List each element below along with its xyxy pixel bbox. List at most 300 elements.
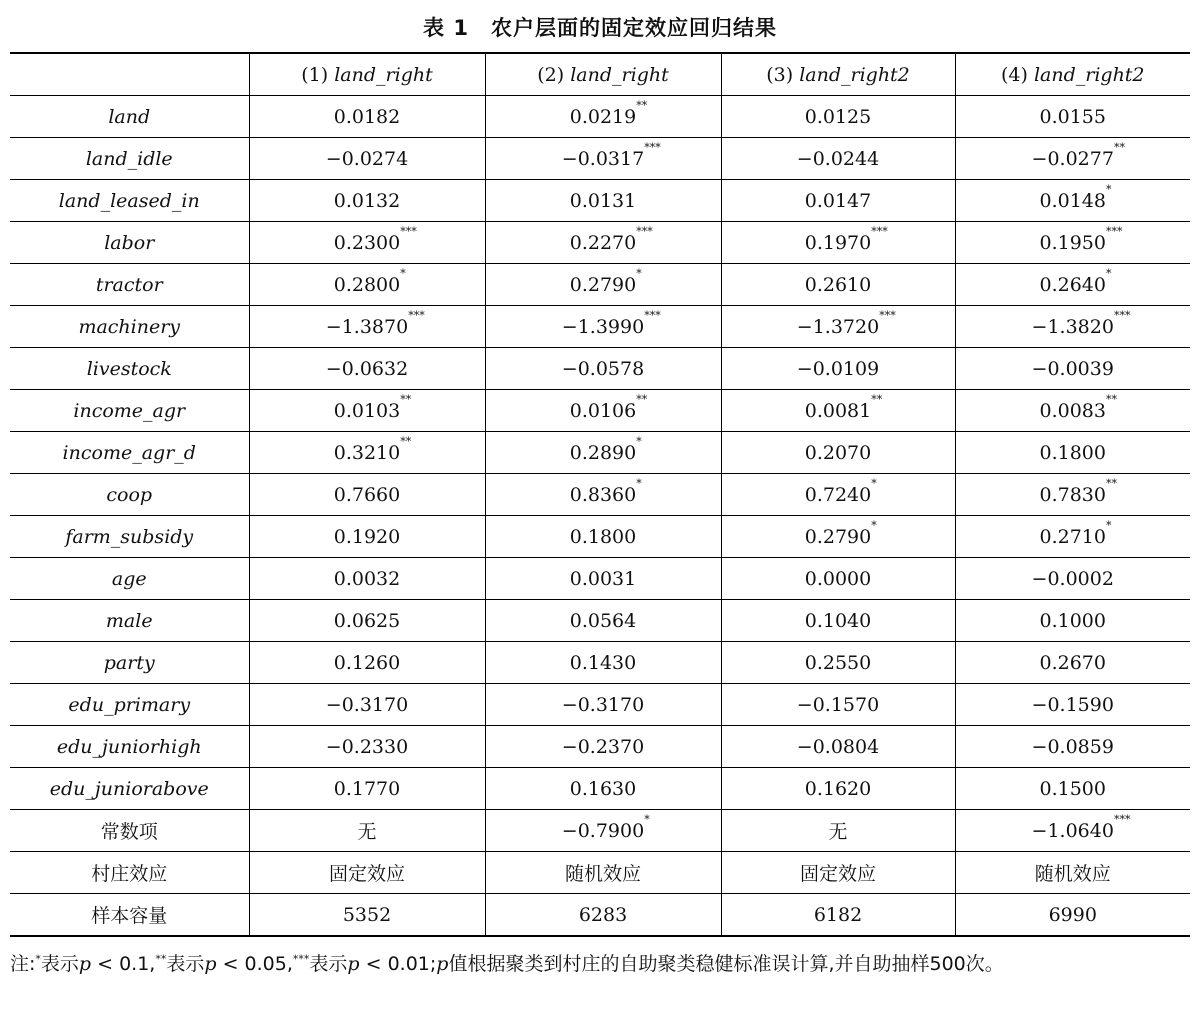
cell-value: 0.0131 [569,189,637,212]
table-title: 农户层面的固定效应回归结果 [490,16,777,40]
table-cell [955,768,1190,810]
header-col-4 [955,53,1190,96]
cell-value: 0.0564 [569,609,637,632]
cell-value-wrap [805,568,871,590]
cell-value-wrap [804,518,877,548]
table-note [10,947,1192,981]
table-cell [485,264,721,306]
table-row [10,348,1190,390]
table-cell [485,558,721,600]
cell-value: 0.1260 [333,651,401,674]
table-cell [721,810,955,852]
cell-value-wrap [325,308,425,338]
note-star-2: ** [155,952,167,966]
cell-value: −0.3170 [325,693,409,716]
cell-value: 0.2800 [333,273,401,296]
significance-stars: * [644,812,650,826]
table-cell [485,306,721,348]
cell-value: 0.0155 [1039,105,1106,128]
table-cell [485,516,721,558]
table-row [10,894,1190,937]
table-cell [249,348,485,390]
cell-value: −0.7900 [561,819,645,842]
table-cell [955,306,1190,348]
header-corner-cell [10,53,249,96]
cell-value: 0.0125 [804,105,872,128]
cell-value-wrap [326,358,408,380]
table-cell [249,558,485,600]
cell-value: −0.0277 [1031,147,1114,170]
cell-value-wrap [805,442,871,464]
table-cell [721,138,955,180]
note-p-3: p [347,953,360,975]
cell-value-wrap [800,859,876,886]
significance-stars: * [636,476,642,490]
table-cell [249,642,485,684]
cell-value: −0.0632 [325,357,409,380]
cell-value: −1.3820 [1031,315,1114,338]
table-cell [955,726,1190,768]
cell-value-wrap [333,224,417,254]
table-cell [721,768,955,810]
note-p-4: p [436,953,449,975]
table-cell [249,852,485,894]
significance-stars: * [871,476,877,490]
cell-value-wrap [1049,904,1097,926]
cell-value: 0.2710 [1039,525,1106,548]
table-cell [249,768,485,810]
cell-value-wrap [1035,859,1111,886]
cell-value-wrap [326,148,408,170]
cell-value: 0.1970 [804,231,872,254]
table-cell [485,474,721,516]
note-star-1: * [35,952,41,966]
significance-stars: ** [636,98,648,112]
row-label: age [10,558,249,600]
cell-value-wrap [814,904,862,926]
table-cell [485,768,721,810]
cell-value: 0.2790 [804,525,872,548]
cell-value: 0.1430 [569,651,637,674]
row-label: livestock [10,348,249,390]
significance-stars: *** [879,308,896,322]
cell-value-wrap [561,812,650,842]
table-row [10,684,1190,726]
significance-stars: *** [400,224,417,238]
header-col-3-name: land_right2 [799,63,910,86]
cell-value: −0.1590 [1031,693,1114,716]
table-row [10,810,1190,852]
cell-value-wrap [1039,224,1123,254]
table-cell [721,222,955,264]
note-text-2: 表示 [166,953,205,975]
cell-value-wrap [334,568,400,590]
cell-value: −0.0317 [561,147,645,170]
table-cell [249,894,485,937]
cell-value-wrap [334,106,400,128]
header-col-2-number: (2) [537,63,565,86]
cell-value-wrap [1040,442,1106,464]
table-cell [955,348,1190,390]
table-row [10,306,1190,348]
cell-value: 6283 [578,903,628,926]
cell-value: 0.7660 [333,483,401,506]
cell-value: 6990 [1048,903,1097,926]
cell-value-wrap [1039,476,1117,506]
table-cell [721,894,955,937]
header-col-1-number: (1) [301,63,329,86]
cell-value-wrap [569,266,642,296]
table-cell [721,600,955,642]
regression-table [10,52,1190,937]
table-cell [249,306,485,348]
note-cond-1: < 0.1, [91,953,156,975]
cell-value: 0.1620 [804,777,872,800]
cell-value: 0.1800 [569,525,637,548]
table-cell [485,894,721,937]
cell-value-wrap [333,434,412,464]
cell-value-wrap [333,392,412,422]
cell-value: 0.1770 [333,777,401,800]
cell-value-wrap [1031,308,1131,338]
cell-value: 固定效应 [799,863,876,885]
cell-value: −0.0002 [1031,567,1114,590]
table-row [10,600,1190,642]
cell-value: 0.2270 [569,231,637,254]
cell-value-wrap [1031,812,1131,842]
cell-value: 0.0081 [804,399,872,422]
cell-value: 0.2640 [1039,273,1106,296]
row-label: 常数项 [10,810,249,852]
header-col-2 [485,53,721,96]
significance-stars: ** [400,434,412,448]
significance-stars: *** [871,224,888,238]
cell-value: 0.1000 [1039,609,1106,632]
table-cell [721,96,955,138]
note-text-1: 表示 [40,953,79,975]
table-cell [485,642,721,684]
table-cell [955,642,1190,684]
cell-value-wrap [570,568,636,590]
note-text-3: 表示 [309,953,348,975]
note-cond-2: < 0.05, [216,953,293,975]
cell-value: 0.1950 [1039,231,1106,254]
table-row [10,558,1190,600]
cell-value: 无 [828,821,848,843]
cell-value-wrap [569,98,648,128]
significance-stars: *** [408,308,425,322]
table-row [10,516,1190,558]
table-cell [485,222,721,264]
cell-value-wrap [804,224,888,254]
row-label: land_idle [10,138,249,180]
table-row [10,264,1190,306]
table-cell [249,138,485,180]
significance-stars: * [1105,182,1112,196]
table-cell [721,852,955,894]
cell-value-wrap [569,476,642,506]
cell-value: −0.0274 [325,147,409,170]
row-label: 样本容量 [10,894,249,937]
table-cell [955,684,1190,726]
table-caption [0,12,1200,42]
table-row [10,852,1190,894]
cell-value-wrap [570,778,636,800]
note-p-1: p [78,953,92,975]
table-cell [721,684,955,726]
cell-value-wrap [570,190,636,212]
cell-value-wrap [1040,610,1106,632]
cell-value: 0.7830 [1039,483,1106,506]
cell-value: 0.0103 [333,399,401,422]
table-row [10,432,1190,474]
significance-stars: ** [636,392,648,406]
table-cell [955,852,1190,894]
header-col-2-name: land_right [570,63,669,86]
table-cell [485,138,721,180]
table-row [10,726,1190,768]
significance-stars: *** [644,140,661,154]
header-col-3-number: (3) [766,63,794,86]
significance-stars: * [636,266,642,280]
cell-value: 0.2610 [804,273,872,296]
row-label: tractor [10,264,249,306]
table-cell [721,390,955,432]
cell-value-wrap [1040,652,1106,674]
cell-value: −1.3720 [796,315,880,338]
significance-stars: * [871,518,877,532]
cell-value: 随机效应 [1034,863,1111,885]
cell-value-wrap [334,652,400,674]
table-row [10,180,1190,222]
cell-value: 0.0182 [333,105,401,128]
table-cell [485,684,721,726]
cell-value-wrap [333,266,406,296]
table-cell [485,810,721,852]
cell-value-wrap [569,224,653,254]
cell-value: 0.3210 [333,441,401,464]
cell-value: 0.0032 [333,567,401,590]
row-label: land_leased_in [10,180,249,222]
table-cell [485,96,721,138]
table-cell [955,600,1190,642]
significance-stars: ** [1113,140,1125,154]
row-label: farm_subsidy [10,516,249,558]
table-cell [249,180,485,222]
table-cell [249,684,485,726]
header-row [10,53,1190,96]
cell-value-wrap [561,140,661,170]
cell-value: 0.0625 [333,609,401,632]
note-prefix: 注: [10,953,36,975]
cell-value-wrap [804,476,877,506]
table-cell [721,432,955,474]
row-label: income_agr [10,390,249,432]
table-cell [249,96,485,138]
cell-value-wrap [1040,106,1106,128]
cell-value: 0.0132 [333,189,401,212]
table-cell [721,516,955,558]
row-label: income_agr_d [10,432,249,474]
cell-value: −1.0640 [1031,819,1114,842]
table-cell [955,264,1190,306]
table-cell [485,852,721,894]
cell-value-wrap [796,308,896,338]
significance-stars: *** [1113,308,1131,322]
cell-value: 0.1800 [1039,441,1106,464]
cell-value-wrap [562,358,644,380]
row-label: 村庄效应 [10,852,249,894]
note-star-3: *** [292,952,310,966]
cell-value-wrap [329,859,405,886]
table-cell [721,348,955,390]
table-cell [485,726,721,768]
cell-value-wrap [797,148,879,170]
cell-value-wrap [343,904,391,926]
cell-value-wrap [334,778,400,800]
header-col-3 [721,53,955,96]
table-cell [955,390,1190,432]
significance-stars: * [1105,518,1112,532]
significance-stars: *** [1113,812,1131,826]
cell-value-wrap [1039,266,1112,296]
cell-value-wrap [334,526,400,548]
table-cell [249,810,485,852]
cell-value-wrap [561,308,661,338]
cell-value: 0.0000 [804,567,872,590]
table-cell [955,810,1190,852]
cell-value-wrap [570,526,636,548]
table-cell [249,222,485,264]
cell-value-wrap [1032,358,1114,380]
cell-value-wrap [1040,778,1106,800]
cell-value: 0.1920 [333,525,401,548]
header-col-4-name: land_right2 [1033,63,1145,86]
note-rest: 值根据聚类到村庄的自助聚类稳健标准误计算,并自助抽样500次。 [448,953,1004,975]
note-p-2: p [204,953,217,975]
cell-value-wrap [334,190,400,212]
cell-value: 6182 [813,903,863,926]
table-body [10,96,1190,937]
cell-value-wrap [1032,694,1114,716]
table-header [10,53,1190,96]
significance-stars: *** [1105,224,1123,238]
cell-value-wrap [562,694,644,716]
header-col-4-number: (4) [1000,63,1028,86]
table-row [10,222,1190,264]
table-cell [721,642,955,684]
cell-value: 0.2890 [569,441,637,464]
cell-value: 无 [357,821,377,843]
cell-value-wrap [805,190,871,212]
cell-value-wrap [805,652,871,674]
table-cell [721,264,955,306]
table-number: 表 1 [423,16,469,40]
row-label: coop [10,474,249,516]
table-cell [249,726,485,768]
table-cell [249,516,485,558]
cell-value-wrap [828,817,847,844]
significance-stars: ** [1105,476,1117,490]
cell-value-wrap [570,652,636,674]
cell-value: 0.1040 [804,609,872,632]
cell-value-wrap [805,610,871,632]
row-label: land [10,96,249,138]
table-cell [249,432,485,474]
table-cell [955,222,1190,264]
cell-value: 0.0031 [569,567,637,590]
table-cell [249,600,485,642]
cell-value-wrap [1039,518,1112,548]
cell-value-wrap [1031,140,1125,170]
row-label: machinery [10,306,249,348]
cell-value: 0.8360 [569,483,637,506]
cell-value-wrap [357,817,376,844]
table-cell [955,138,1190,180]
significance-stars: *** [644,308,661,322]
significance-stars: ** [1105,392,1117,406]
table-cell [485,432,721,474]
cell-value-wrap [805,106,871,128]
cell-value-wrap [569,434,642,464]
significance-stars: ** [871,392,883,406]
table-cell [485,600,721,642]
cell-value-wrap [1032,736,1114,758]
cell-value-wrap [579,904,627,926]
header-col-1-name: land_right [334,63,433,86]
cell-value: 0.0147 [804,189,872,212]
cell-value-wrap [334,610,400,632]
cell-value: 0.1500 [1039,777,1106,800]
table-cell [721,180,955,222]
cell-value: −0.3170 [561,693,645,716]
table-cell [485,348,721,390]
significance-stars: *** [636,224,653,238]
cell-value: 0.2300 [333,231,401,254]
cell-value-wrap [804,392,883,422]
table-cell [721,726,955,768]
cell-value-wrap [797,736,879,758]
cell-value-wrap [562,736,644,758]
cell-value: −0.2330 [325,735,409,758]
cell-value-wrap [805,274,871,296]
significance-stars: * [400,266,406,280]
table-cell [721,474,955,516]
table-row [10,642,1190,684]
significance-stars: * [1105,266,1112,280]
cell-value: 固定效应 [328,863,405,885]
table-cell [721,558,955,600]
cell-value: 0.0148 [1039,189,1106,212]
cell-value-wrap [570,610,636,632]
table-cell [721,306,955,348]
cell-value: −0.1570 [796,693,880,716]
cell-value: −0.0804 [796,735,880,758]
table-cell [955,558,1190,600]
table-cell [955,432,1190,474]
table-cell [485,390,721,432]
cell-value-wrap [326,736,408,758]
table-cell [955,474,1190,516]
cell-value: 0.1630 [569,777,637,800]
cell-value: 0.0083 [1039,399,1106,422]
table-cell [955,894,1190,937]
table-cell [955,96,1190,138]
significance-stars: ** [400,392,412,406]
cell-value: −0.0578 [561,357,645,380]
header-col-1 [249,53,485,96]
cell-value-wrap [334,484,400,506]
